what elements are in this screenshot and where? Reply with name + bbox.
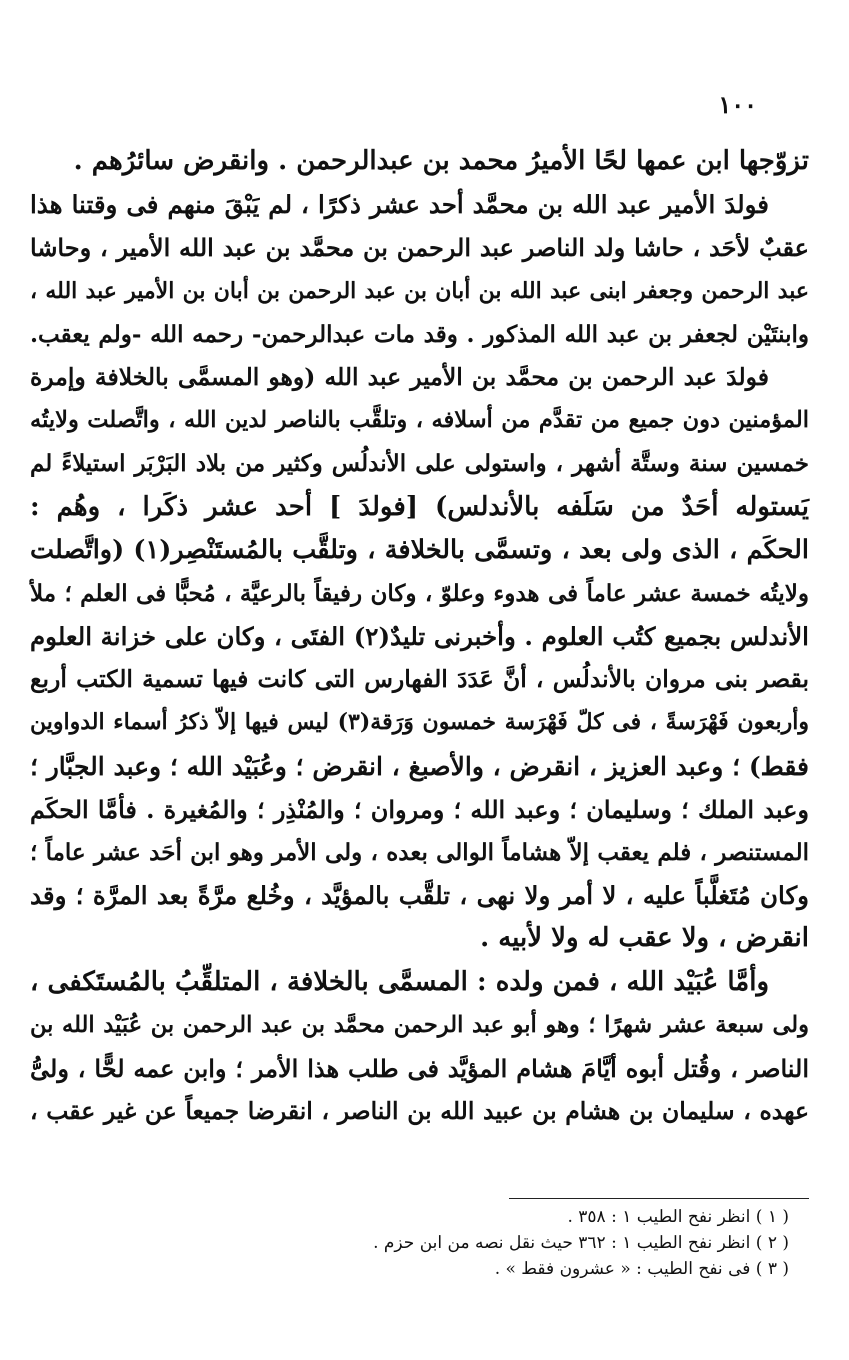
text-line: المؤمنين دون جميع من تقدَّم من أسلافه ، وتلقَّب بالناصر لدين الله ، واتَّصلت ولايتُه <box>30 407 809 434</box>
text-line: انقرض ، ولا عقب له ولا لأبيه . <box>480 923 809 954</box>
text-line: بقصر بنى مروان بالأندلُس ، أنَّ عَدَدَ الفهارس التى كانت فيها تسمية الكتب أربع <box>30 665 809 694</box>
text-line: وكان مُتَغلَّباً عليه ، لا أمر ولا نهى ، تلقَّب بالمؤيَّد ، وخُلع مرَّةً بعد المرَّة ؛ وقد <box>30 881 809 911</box>
footnote-divider <box>509 1198 809 1199</box>
text-line: وابنتَيْن لجعفر بن عبد الله المذكور . وقد مات عبدالرحمن- رحمه الله -ولم يعقب. <box>30 320 809 348</box>
text-line: تزوّجها ابن عمها لحًا الأميرُ محمد بن عبدالرحمن . وانقرض سائرُهم . <box>73 146 809 176</box>
text-line: خمسين سنة وستَّة أشهر ، واستولى على الأندلُس وكثير من بلاد البَرْبَر استيلاءً لم <box>30 450 809 478</box>
footnote-3: ( ٣ ) فى نفح الطيب : « عشرون فقط » . <box>494 1259 789 1279</box>
text-line: فولدَ عبد الرحمن بن محمَّد بن الأمير عبد الله (وهو المسمَّى بالخلافة وإمرة <box>30 362 769 391</box>
text-line: المستنصر ، فلم يعقب إلاّ هشاماً الوالى بعده ، ولى الأمر وهو ابن أحَد عشر عاماً ؛ <box>30 839 809 866</box>
text-line: يَستوله أحَدٌ من سَلَفه بالأندلس) [فولدَ ] أحد عشر ذكَرا ، وهُم : <box>30 491 809 522</box>
body-text <box>30 140 809 1133</box>
text-line: الأندلس بجميع كتُب العلوم . وأخبرنى تليدٌ(٢) الفتَى ، وكان على خزانة العلوم <box>30 622 809 652</box>
text-line: الحكَم ، الذى ولى بعد ، وتسمَّى بالخلافة ، وتلقَّب بالمُستَنْصِر(١) (واتَّصلت <box>30 534 809 565</box>
text-line: وعبد الملك ؛ وسليمان ؛ وعبد الله ؛ ومروان ؛ والمُنْذِر ؛ والمُغيرة . فأمَّا الحكَم <box>30 794 809 824</box>
page-number: ١٠٠ <box>718 90 757 119</box>
text-line: الناصر ، وقُتل أبوه أيَّامَ هشام المؤيَّد فى طلب هذا الأمر ؛ وابن عمه لحًّا ، ولىُّ <box>30 1053 809 1083</box>
footnotes <box>229 1204 789 1282</box>
text-line: ولايتُه خمسة عشر عاماً فى هدوء وعلوّ ، وكان رفيقاً بالرعيَّة ، مُحبًّا فى العلم ؛ ملأ <box>30 579 809 607</box>
text-line: وأمَّا عُبَيْد الله ، فمن ولده : المسمَّى بالخلافة ، المتلقِّبُ بالمُستَكفى ، <box>30 966 769 997</box>
text-line: وأربعون فَهْرَسةً ، فى كلّ فَهْرَسة خمسون وَرَقة(٣) ليس فيها إلاّ ذكرُ أسماء الدواوين <box>30 709 810 736</box>
text-line: فقط) ؛ وعبد العزيز ، انقرض ، والأصبغ ، انقرض ؛ وعُبَيْد الله ؛ وعبد الجبَّار ؛ <box>30 751 809 781</box>
text-line: عقبٌ لأحَد ، حاشا ولد الناصر عبد الرحمن بن محمَّد بن عبد الله الأمير ، وحاشا <box>30 233 809 263</box>
footnote-2: ( ٢ ) انظر نفح الطيب ١ : ٣٦٢ حيث نقل نصه من ابن حزم . <box>373 1233 789 1253</box>
text-line: ولى سبعة عشر شهرًا ؛ وهو أبو عبد الرحمن محمَّد بن عبد الرحمن بن عُبَيْد الله بن <box>30 1011 809 1038</box>
footnote-1: ( ١ ) انظر نفح الطيب ١ : ٣٥٨ . <box>567 1207 789 1227</box>
text-line: عبد الرحمن وجعفر ابنى عبد الله بن أبان بن عبد الرحمن بن أبان بن الأمير عبد الله ، <box>30 277 809 304</box>
text-line: فولدَ الأمير عبد الله بن محمَّد أحد عشر ذكرًا ، لم يَبْقَ منهم فى وقتنا هذا <box>30 190 769 220</box>
text-line: عهده ، سليمان بن هشام بن عبيد الله بن الناصر ، انقرضا جميعاً عن غير عقب ، <box>30 1097 809 1126</box>
